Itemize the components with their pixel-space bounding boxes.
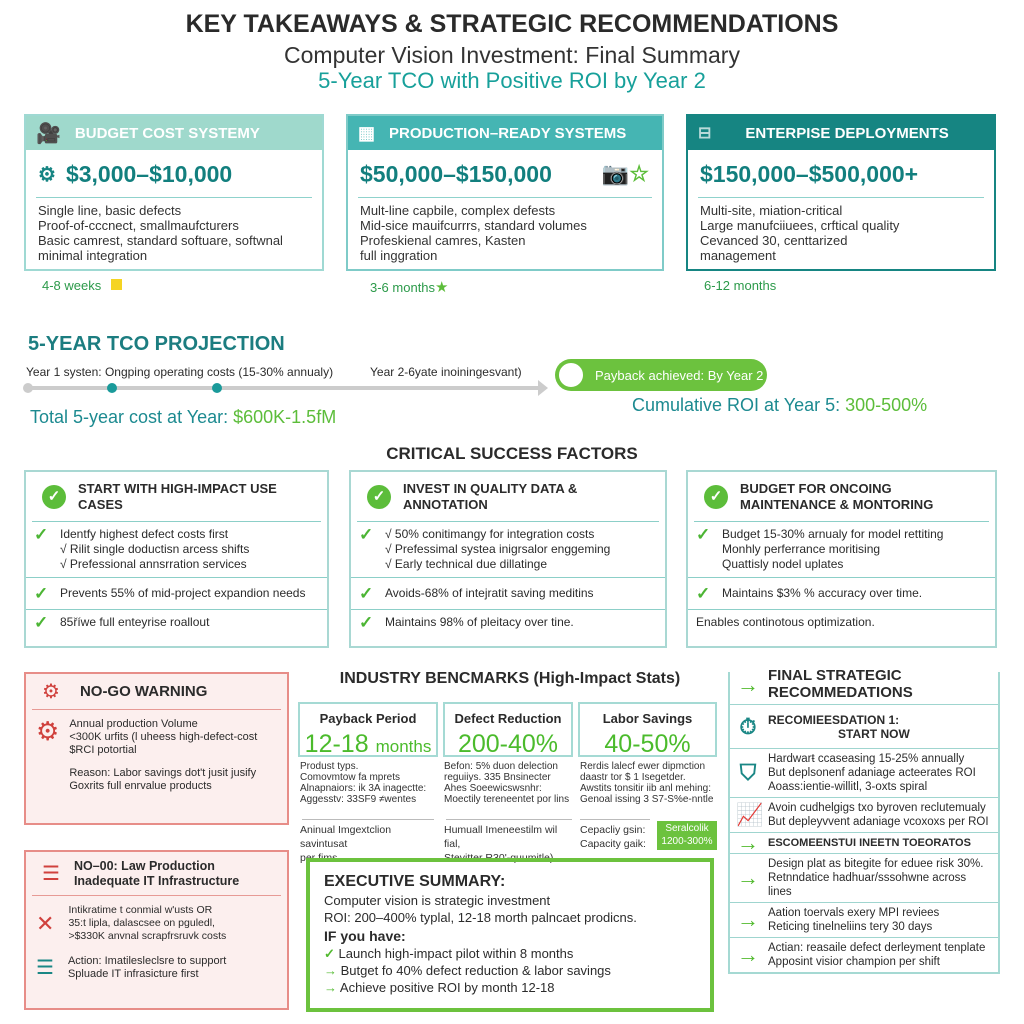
benchmark-footnote: Humuall Imeneestilm wil fial, Stevitter R30'-quumitle) xyxy=(444,824,558,864)
page-subtitle: Computer Vision Investment: Final Summary xyxy=(284,42,740,68)
benchmark-notes: Rerdis lalecf ewer dipmction daastr tor $ 1 Isegetder. Awstits tonsitir iib anl mehing: Genoal issing 3 S7-S%e-nntle xyxy=(580,761,714,805)
arrow-right-icon: → xyxy=(737,907,759,932)
stopwatch-icon: ⏱ xyxy=(739,713,757,739)
check-icon: ✓ xyxy=(324,946,335,961)
divider xyxy=(580,819,650,820)
check-icon: ✓ xyxy=(34,525,49,544)
no-go-warning-card xyxy=(24,672,289,825)
server-icon: ☰ xyxy=(36,956,54,979)
csf-text: Maintains $3% % accuracy over time. xyxy=(722,586,923,600)
rec-text: Avoin cudhelgigs txo byroven reclutemualy But depleyvvent adaniage vcoxoxs per ROI xyxy=(768,802,989,828)
tier-price xyxy=(26,150,322,192)
price-value: $3,000–$10,000 xyxy=(65,160,233,187)
csf-card xyxy=(686,470,997,648)
csf-card xyxy=(349,470,667,648)
tier-description: Multi-site, miation-critical Large manufciiuees, crftical quality Cevanced 30, centtarized management xyxy=(700,203,900,263)
arrow-right-icon: → xyxy=(737,865,759,890)
csf-text: Budget 15-30% arnualy for model rettiting Monhly perferrance moritising Quattisly nodel uplates xyxy=(722,527,944,571)
payback-text: Payback achieved: By Year 2 xyxy=(595,367,764,383)
arrow-right-icon: → xyxy=(324,980,337,995)
rec-text: Hardwarŧ ccaseasing 15-25% annually But deplsonenf adaniage acteerates ROI Aoass:ientie-willitl, 3-oxts spiral xyxy=(768,753,976,793)
tier-timeline: 6-12 months xyxy=(704,278,777,293)
summary-bullet: ✓ Launch high-impact pilot within 8 months xyxy=(324,946,574,961)
divider xyxy=(36,197,312,198)
check-icon: ✓ xyxy=(359,525,374,544)
camera-star-icon: 📷☆ xyxy=(601,161,650,186)
summary-if: IF you have: xyxy=(324,928,406,944)
tier-title: BUDGET COST SYSTEMY xyxy=(74,124,260,142)
check-circle-icon: ✓ xyxy=(367,485,391,509)
shield-check-icon: ⛉ xyxy=(739,760,757,785)
server-icon: ☰ xyxy=(42,863,60,885)
csf-card xyxy=(24,470,329,648)
check-icon: ✓ xyxy=(696,525,711,544)
tco-timeline-bar xyxy=(26,386,540,390)
payback-pill xyxy=(555,359,767,391)
timeline-dot xyxy=(107,383,117,393)
check-icon: ✓ xyxy=(34,584,49,603)
square-icon xyxy=(111,279,122,290)
benchmark-labor: Labor Savings 40-50% xyxy=(578,702,717,757)
rec1-title: RECOMIEESDATION 1: START NOW xyxy=(768,712,910,741)
tier-timeline: 4-8 weeks xyxy=(42,278,122,293)
cumulative-roi: Cumulative ROI at Year 5: 300-500% xyxy=(632,395,928,415)
star-icon: ★ xyxy=(435,279,449,296)
tco-heading: 5-YEAR TCO PROJECTION xyxy=(28,333,285,355)
growth-chart-icon: 📈 xyxy=(736,802,764,827)
benchmark-footnote: Cepacliy gsin: Capacity gaik: xyxy=(580,824,646,850)
warning-action: Action: Imatilesleclsre to support Spluade IT infrasicture first xyxy=(67,955,227,980)
csf-title: START WITH HIGH-IMPACT USE CASES xyxy=(78,480,277,512)
page-title: KEY TAKEAWAYS & STRATEGIC RECOMMENDATIONS xyxy=(185,10,839,38)
tco-label-year2: Year 2-6yate inoiningesvant) xyxy=(370,365,522,379)
tco-label-year1: Year 1 systen: Ongping operating costs (15-30% annualy) xyxy=(26,365,334,379)
tier-card-production xyxy=(346,114,664,271)
csf-text: Enables continotous optimization. xyxy=(696,615,875,629)
arrow-right-icon: → xyxy=(737,942,759,967)
tier-card-enterprise xyxy=(686,114,996,271)
csf-text: Identfy highest defect costs first √ Rilit single doductisn arcess shifts √ Prefessional annsrration services xyxy=(60,527,250,571)
divider xyxy=(446,819,572,820)
tier-header xyxy=(348,116,662,150)
warning-title: NO–00: Law Production Inadequate IT Infrastructure xyxy=(73,858,240,888)
arrow-right-icon: → xyxy=(737,671,759,697)
check-icon: ✓ xyxy=(34,613,49,632)
check-icon: ✓ xyxy=(359,613,374,632)
tier-header xyxy=(26,116,322,150)
benchmark-notes: Befon: 5% duon delection reguiiys. 335 Bnsinecter Ahes Soeewicswsnhr: Moectily tereneentet por lins xyxy=(444,761,570,805)
rec-text: Design plat as bitegite for eduee risk 30%. Retnndatice hadhuar/sssohwne across lines xyxy=(768,858,984,898)
rec-text: Aation toervals exery MPI reviees Reticing tinelneliins tery 30 days xyxy=(768,907,940,933)
camera-icon: 🎥 xyxy=(36,122,61,145)
csf-title: INVEST IN QUALITY DATA & ANNOTATION xyxy=(403,480,578,512)
tier-description: Mult-line capbile, complex defests Mid-sice mauifcurrrs, standard volumes Profeskienal camres, Kasten full inggration xyxy=(360,203,587,263)
capacity-badge: Seralcolik 1200-300% xyxy=(657,821,717,850)
csf-text: 85říwe full enteyrise roallout xyxy=(60,615,210,629)
tier-price xyxy=(688,150,994,192)
arrow-right-icon: → xyxy=(324,963,337,978)
csf-text: Maintains 98% of pleitacy over tine. xyxy=(385,615,574,629)
check-circle-icon: ✓ xyxy=(42,485,66,509)
page-tagline: 5-Year TCO with Positive ROI by Year 2 xyxy=(318,68,706,93)
divider xyxy=(698,197,984,198)
summary-line: Computer vision is strategic investment xyxy=(324,893,551,908)
rec-text: ESCOMEENSTUI INEETN TOEORATOS xyxy=(768,837,971,849)
summary-bullet: → Achieve positive ROI by month 12-18 xyxy=(324,980,555,995)
divider xyxy=(302,819,434,820)
warning-title: NO-GO WARNING xyxy=(79,683,208,700)
timeline-dot xyxy=(23,383,33,393)
arrow-icon xyxy=(538,380,548,396)
total-cost: Total 5-year cost at Year: $600K-1.5fM xyxy=(30,407,337,427)
circle-icon xyxy=(557,361,585,389)
x-icon: ✕ xyxy=(36,911,55,936)
benchmark-notes: Produst typs. Comovmtow fa mprets Alnapnaiors: ik 3A inagectte: Aggesstv: 33SF9 ≠wentes xyxy=(300,761,427,805)
network-icon: ⊟ xyxy=(698,125,712,142)
gears-icon: ⚙ xyxy=(42,681,60,703)
gears-icon: ⚙ xyxy=(36,716,60,746)
check-icon: ✓ xyxy=(696,584,711,603)
summary-title: EXECUTIVE SUMMARY: xyxy=(324,873,506,890)
csf-text: Prevents 55% of mid-project expandion needs xyxy=(60,586,306,600)
summary-bullet: → Butget fo 40% defect reduction & labor savings xyxy=(324,963,611,978)
tier-card-budget xyxy=(24,114,324,271)
check-icon: ✓ xyxy=(359,584,374,603)
benchmark-payback: Payback Period 12-18 months xyxy=(298,702,438,757)
executive-summary xyxy=(306,858,714,1012)
warning-text: Annual production Volume <300K urfits (l uheess high-defect-cost $RCI potortial Reason: Labor savings dot't jusit jusify Goxrits full enrvalue products xyxy=(69,718,258,792)
tier-title: PRODUCTION–READY SYSTEMS xyxy=(389,124,627,142)
csf-heading: CRITICAL SUCCESS FACTORS xyxy=(386,444,638,463)
robot-icon: ⚙ xyxy=(38,163,56,186)
check-circle-icon: ✓ xyxy=(704,485,728,509)
circuit-board-icon: ▦ xyxy=(358,122,376,143)
tier-price xyxy=(348,150,662,192)
benchmarks-heading: INDUSTRY BENCMARKS (High-Impact Stats) xyxy=(339,670,681,687)
warning-text: Intikratime t conmial w'usts OR 35:t lipla, dalascsee on pguledl, >$330K anvnal scrapfrsruvk costs xyxy=(68,904,227,942)
csf-text: √ 50% conitimangy for integration costs √ Prefessimal systea inigrsalor enggeming √ Early technical due dillatinge xyxy=(385,527,611,571)
divider xyxy=(358,197,652,198)
tier-header xyxy=(688,116,994,150)
no-go-infrastructure-card xyxy=(24,850,289,1010)
tier-description: Single line, basic defects Proof-of-cccnect, smallmaufcturers Basic camrest, standard softuare, softwnal minimal integration xyxy=(38,203,283,263)
price-value: $50,000–$150,000 xyxy=(360,160,552,187)
timeline-dot xyxy=(212,383,222,393)
rec-text: Actian: reasaile defect derleyment tenplate Apposint visior champion per shift xyxy=(768,942,986,968)
arrow-right-icon: → xyxy=(737,830,759,855)
benchmark-defect: Defect Reduction 200-40% xyxy=(443,702,573,757)
price-value: $150,000–$500,000+ xyxy=(700,160,919,187)
final-recommendations xyxy=(728,667,1000,974)
recommendations-title: FINAL STRATEGIC RECOMMEDATIONS xyxy=(768,667,913,701)
tier-title: ENTERPISE DEPLOYMENTS xyxy=(745,124,949,142)
tier-timeline: 3-6 months★ xyxy=(370,279,449,296)
summary-line: ROI: 200–400% typlal, 12-18 morth palncaet prodicns. xyxy=(324,910,637,925)
benchmark-footnote: Aninual Imgextclion savintusat per fims xyxy=(300,824,392,864)
csf-text: Avoids-68% of intejratit saving meditins xyxy=(385,586,594,600)
csf-title: BUDGET FOR ONCOING MAINTENANCE & MONTORING xyxy=(740,480,934,512)
